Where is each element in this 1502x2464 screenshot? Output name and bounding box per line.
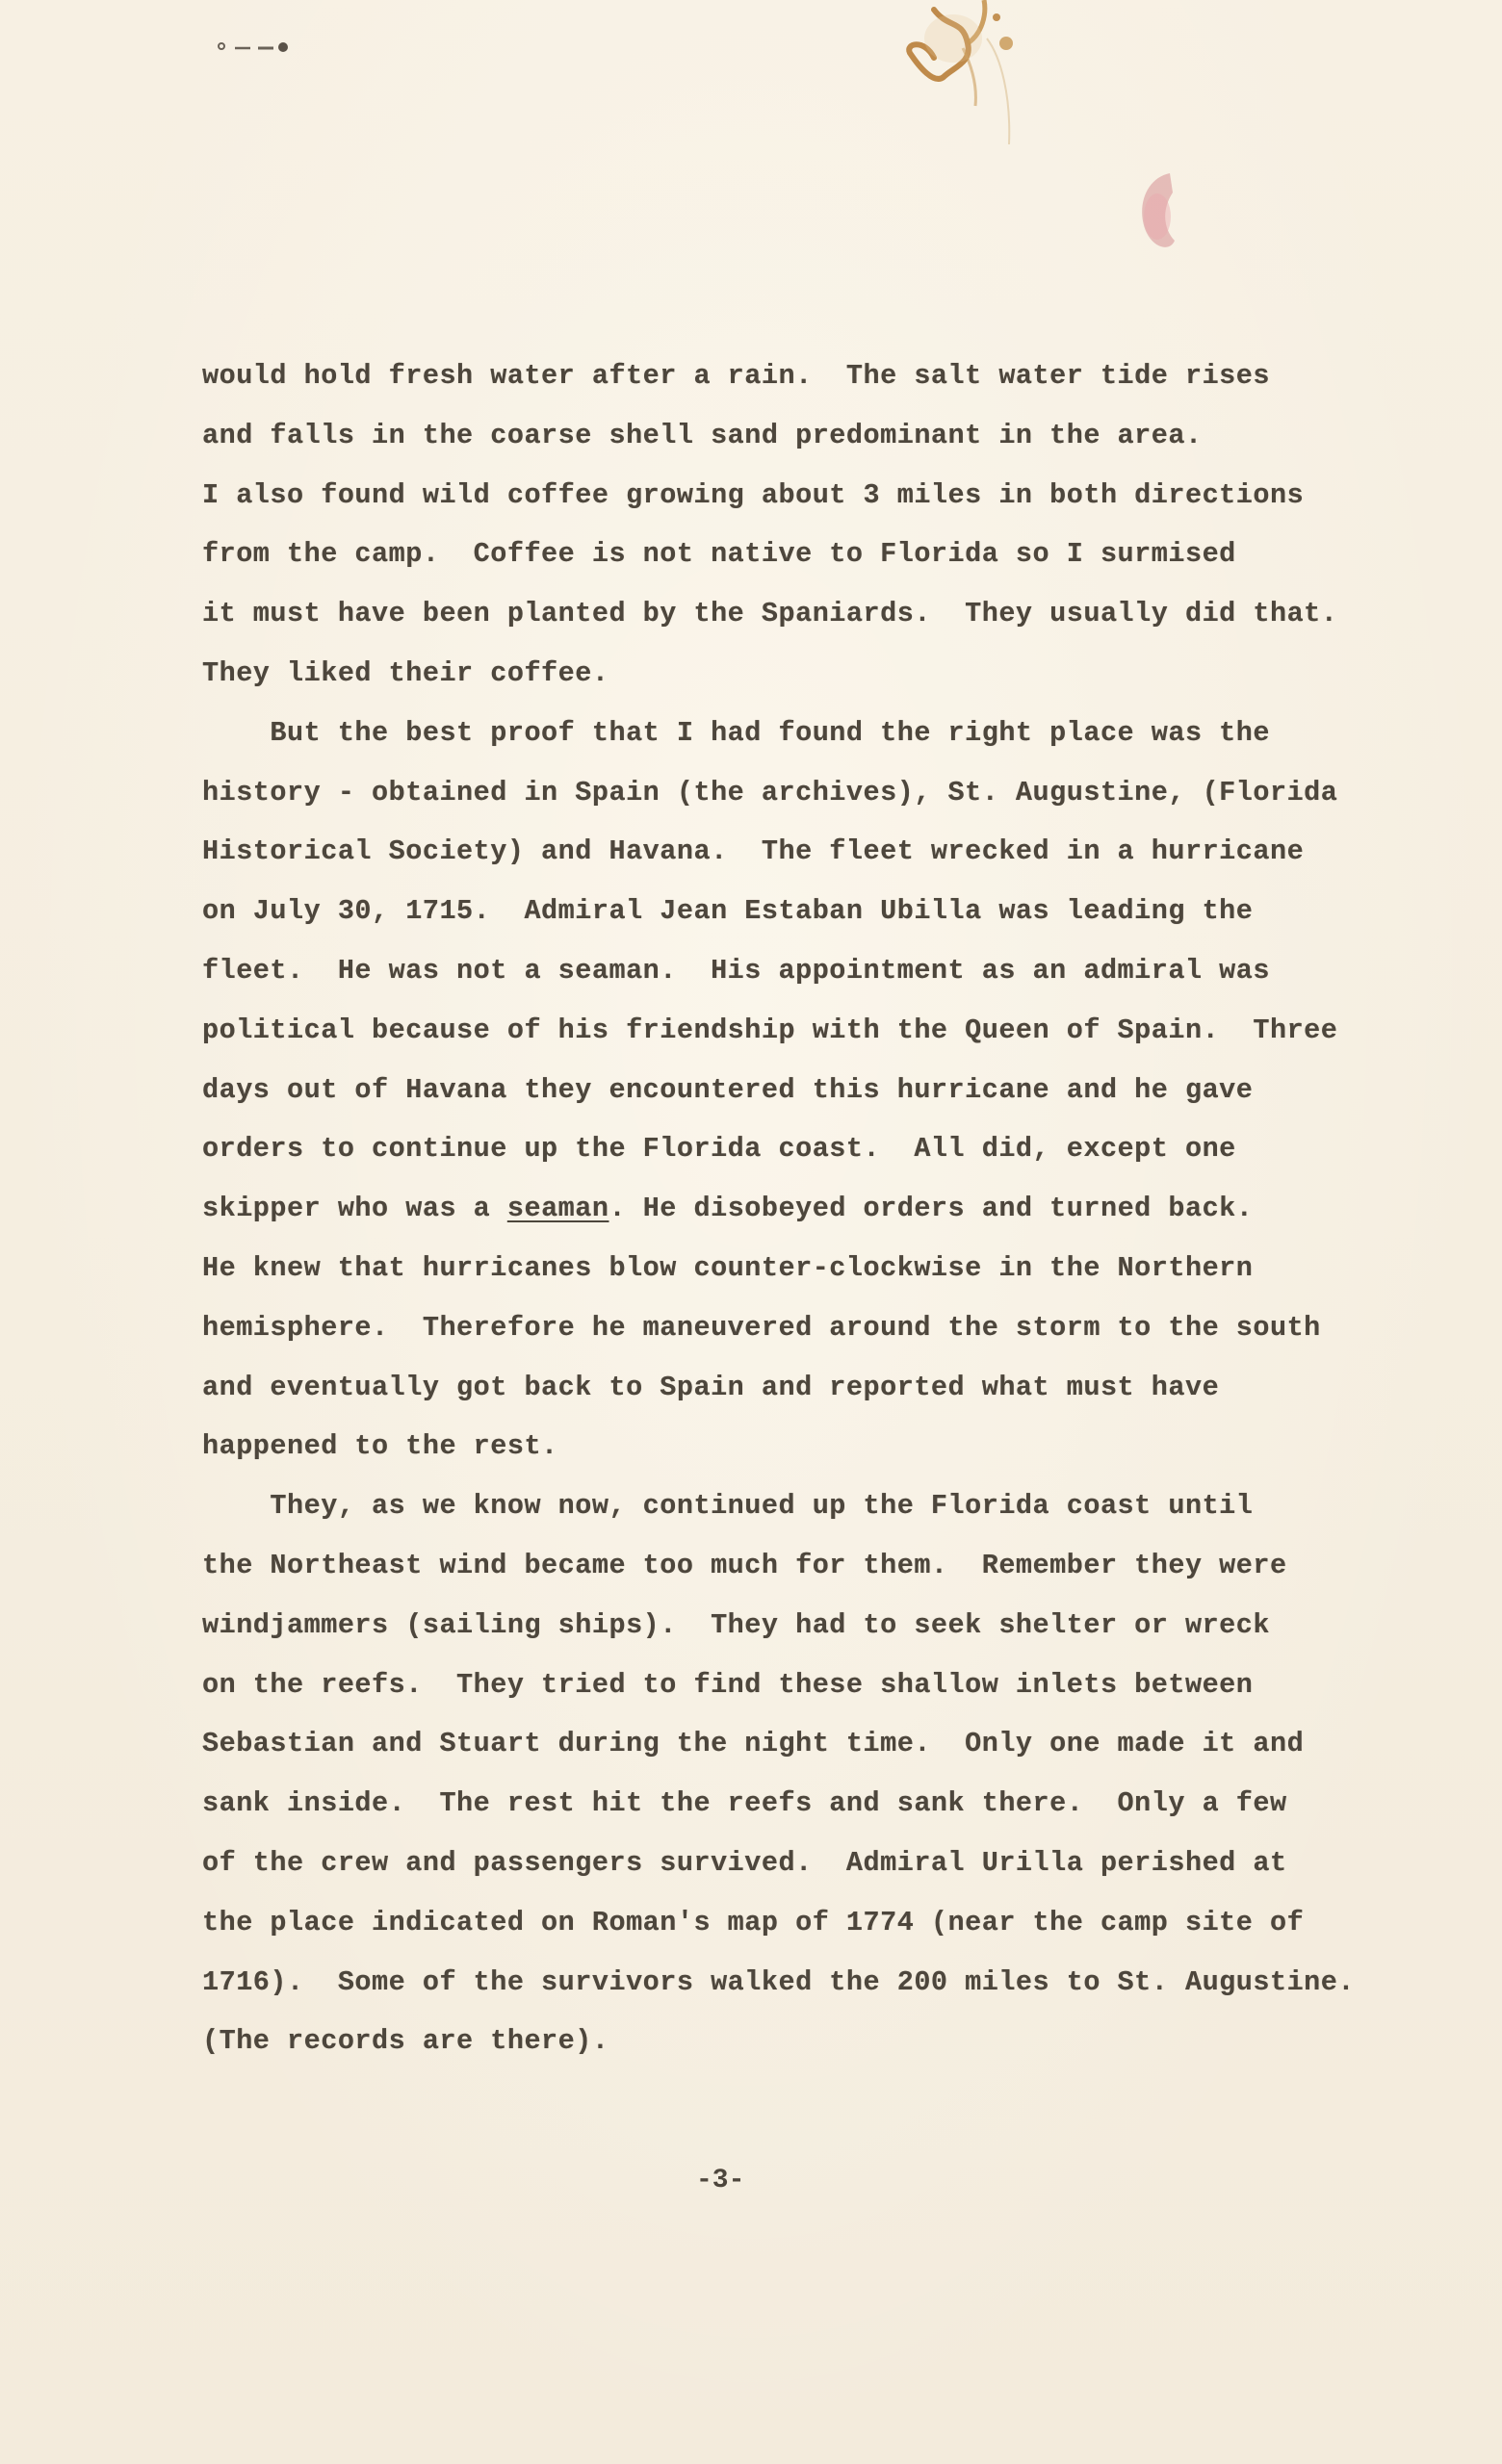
text-line: the place indicated on Roman's map of 1774 (near the camp site of: [202, 1906, 1305, 1938]
text-line: They, as we know now, continued up the Florida coast until: [202, 1490, 1254, 1523]
text-line: They liked their coffee.: [202, 656, 609, 689]
text-line: 1716). Some of the survivors walked the 200 miles to St. Augustine.: [202, 1965, 1355, 1998]
paragraph-3: [202, 1476, 1415, 2071]
text-line: on July 30, 1715. Admiral Jean Estaban Ubilla was leading the: [202, 895, 1254, 928]
text-line: of the crew and passengers survived. Admiral Urilla perished at: [202, 1846, 1287, 1879]
text-line: political because of his friendship with the Queen of Spain. Three: [202, 1014, 1338, 1046]
seaman-line-after: . He disobeyed orders and turned back.: [609, 1193, 1254, 1225]
corner-pencil-mark: [214, 29, 300, 67]
text-line: (The records are there).: [202, 2025, 609, 2058]
paragraph-1: [202, 346, 1415, 704]
seaman-line-before: skipper who was a: [202, 1193, 507, 1225]
text-line: hemisphere. Therefore he maneuvered around the storm to the south: [202, 1311, 1321, 1344]
text-line: Historical Society) and Havana. The fleet wrecked in a hurricane: [202, 835, 1305, 868]
underlined-word-seaman: seaman: [506, 1193, 609, 1225]
text-line: fleet. He was not a seaman. His appointment as an admiral was: [202, 954, 1270, 987]
text-line: orders to continue up the Florida coast. All did, except one: [202, 1133, 1236, 1166]
text-line: the Northeast wind became too much for them. Remember they were: [202, 1549, 1287, 1581]
seaman-text-line: [202, 1179, 1415, 1239]
pink-smudge-mark: [1126, 164, 1194, 270]
text-line: on the reefs. They tried to find these shallow inlets between: [202, 1668, 1254, 1701]
text-line: happened to the rest.: [202, 1430, 558, 1463]
text-line: But the best proof that I had found the right place was the: [202, 716, 1270, 749]
text-line: it must have been planted by the Spaniards. They usually did that.: [202, 598, 1338, 630]
text-line: Sebastian and Stuart during the night time. Only one made it and: [202, 1728, 1305, 1760]
text-line: from the camp. Coffee is not native to Florida so I surmised: [202, 538, 1236, 571]
text-line: sank inside. The rest hit the reefs and sank there. Only a few: [202, 1787, 1287, 1820]
letter-body: [202, 346, 1415, 2071]
text-line: and falls in the coarse shell sand predominant in the area.: [202, 419, 1203, 451]
text-line: days out of Havana they encountered this hurricane and he gave: [202, 1073, 1254, 1106]
text-line: would hold fresh water after a rain. The salt water tide rises: [202, 360, 1270, 392]
text-line: He knew that hurricanes blow counter-clockwise in the Northern: [202, 1251, 1254, 1284]
text-line: and eventually got back to Spain and reported what must have: [202, 1371, 1220, 1403]
rust-stain-mark: [895, 0, 1040, 192]
text-line: windjammers (sailing ships). They had to seek shelter or wreck: [202, 1608, 1270, 1641]
text-line: history - obtained in Spain (the archives), St. Augustine, (Florida: [202, 776, 1338, 808]
text-line: I also found wild coffee growing about 3 miles in both directions: [202, 478, 1305, 511]
paragraph-2: [202, 704, 1415, 1476]
page-number: -3-: [696, 2166, 745, 2195]
